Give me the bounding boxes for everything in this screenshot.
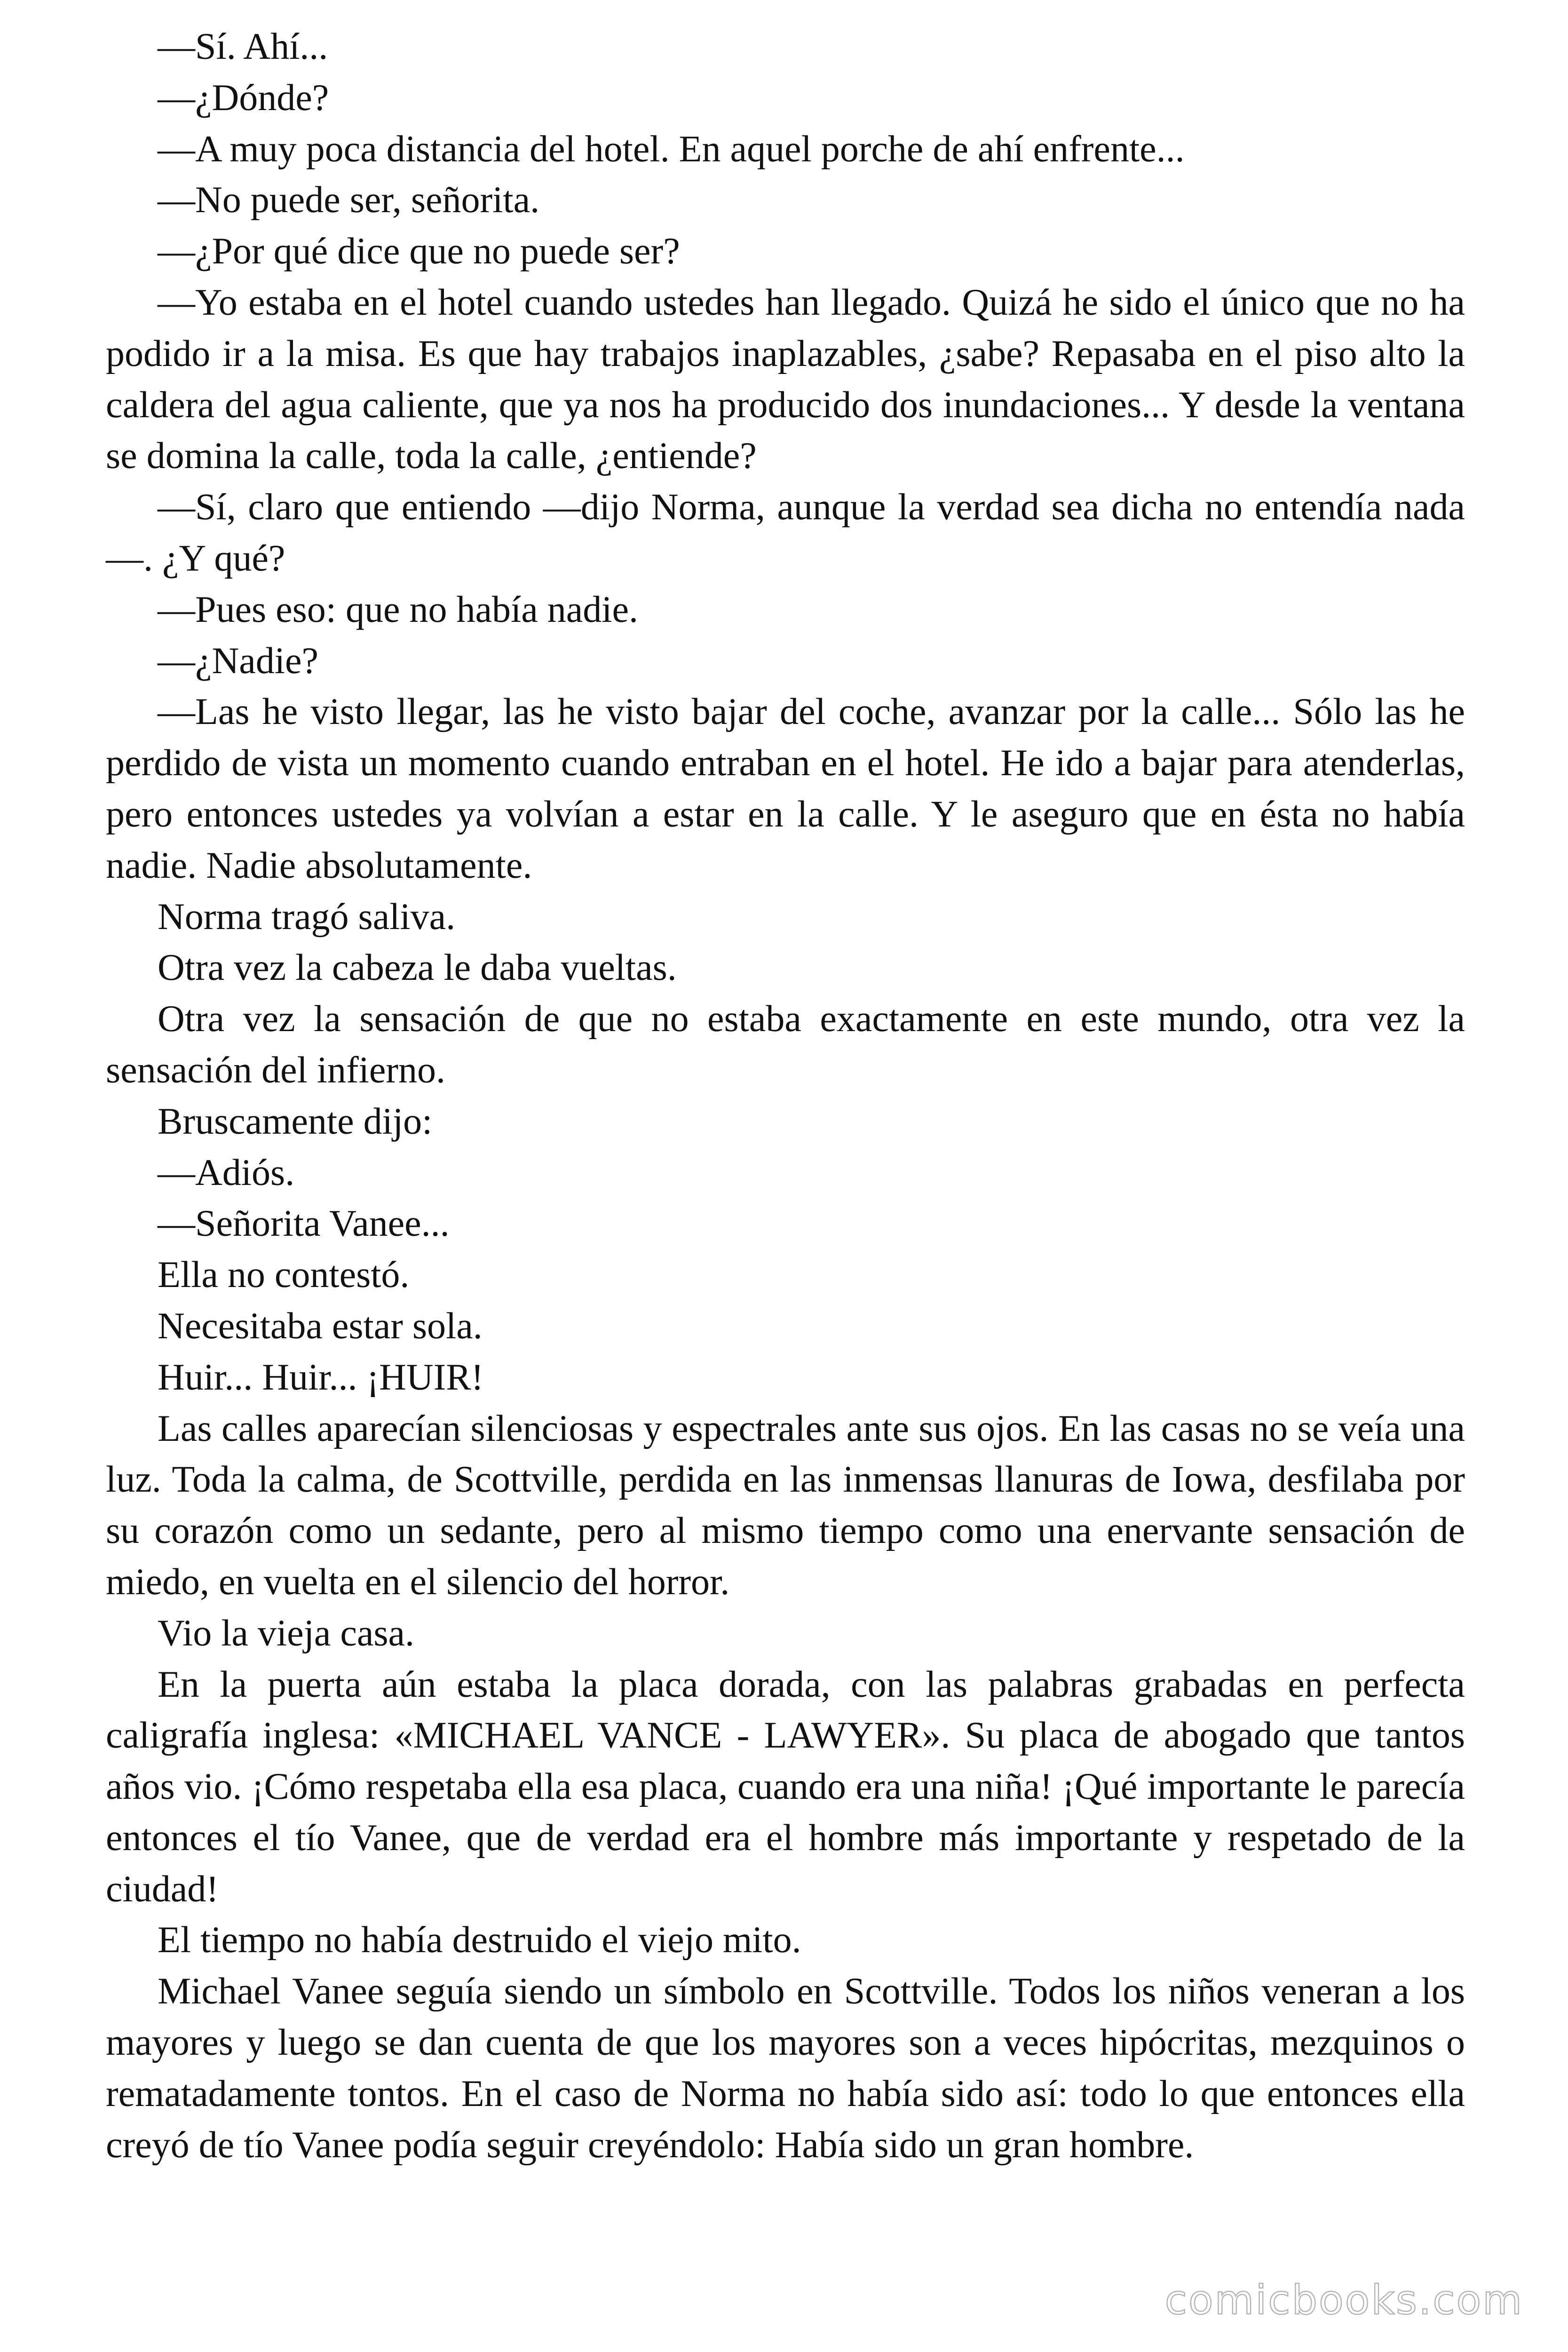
paragraph: —¿Dónde?: [158, 77, 329, 119]
paragraph: —Sí. Ahí...: [158, 26, 328, 67]
paragraph: Vio la vieja casa.: [158, 1612, 415, 1654]
paragraph: Otra vez la sensación de que no estaba exactamente en este mundo, otra vez la sensación del infierno.: [106, 998, 1465, 1091]
paragraph: —Pues eso: que no había nadie.: [158, 588, 638, 630]
body-text: [106, 21, 1465, 2170]
paragraph: —Yo estaba en el hotel cuando ustedes han llegado. Quizá he sido el único que no ha podido ir a la misa. Es que hay trabajos inaplazables, ¿sabe? Repasaba en el piso alto la caldera del agua caliente, que ya nos ha producido dos inundaciones... Y desde la ventana se domina la calle, toda la calle, ¿entiende?: [106, 281, 1465, 477]
paragraph: —¿Nadie?: [158, 640, 319, 682]
paragraph: —No puede ser, señorita.: [158, 179, 540, 221]
paragraph: Las calles aparecían silenciosas y espectrales ante sus ojos. En las casas no se veía una luz. Toda la calma, de Scottville, perdida en las inmensas llanuras de Iowa, desfilaba por su corazón como un sedante, pero al mismo tiempo como una enervante sensación de miedo, en vuelta en el silencio del horror.: [106, 1407, 1465, 1603]
paragraph: Norma tragó saliva.: [158, 896, 456, 938]
paragraph: —Las he visto llegar, las he visto bajar del coche, avanzar por la calle... Sólo las he perdido de vista un momento cuando entraban en el hotel. He ido a bajar para atenderlas, pero entonces ustedes ya volvían a estar en la calle. Y le aseguro que en ésta no había nadie. Nadie absolutamente.: [106, 691, 1465, 886]
paragraph: Ella no contestó.: [158, 1254, 410, 1296]
paragraph: Otra vez la cabeza le daba vueltas.: [158, 947, 677, 989]
paragraph: —¿Por qué dice que no puede ser?: [158, 230, 680, 272]
paragraph: —Sí, claro que entiendo —dijo Norma, aunque la verdad sea dicha no entendía nada—. ¿Y qué?: [106, 486, 1465, 579]
paragraph: Necesitaba estar sola.: [158, 1305, 483, 1347]
watermark: comicbooks.com: [1164, 2277, 1523, 2324]
paragraph: Michael Vanee seguía siendo un símbolo en Scottville. Todos los niños veneran a los mayores y luego se dan cuenta de que los mayores son a veces hipócritas, mezquinos o rematadamente tontos. En el caso de Norma no había sido así: todo lo que entonces ella creyó de tío Vanee podía seguir creyéndolo: Había sido un gran hombre.: [106, 1971, 1465, 2166]
paragraph: —Señorita Vanee...: [158, 1203, 450, 1245]
paragraph: Huir... Huir... ¡HUIR!: [158, 1356, 484, 1398]
paragraph: En la puerta aún estaba la placa dorada, con las palabras grabadas en perfecta caligrafía inglesa: «MICHAEL VANCE - LAWYER». Su placa de abogado que tantos años vio. ¡Cómo respetaba ella esa placa, cuando era una niña! ¡Qué importante le parecía entonces el tío Vanee, que de verdad era el hombre más importante y respetado de la ciudad!: [106, 1663, 1465, 1910]
paragraph: —Adiós.: [158, 1152, 295, 1193]
paragraph: Bruscamente dijo:: [158, 1100, 433, 1142]
paragraph: —A muy poca distancia del hotel. En aquel porche de ahí enfrente...: [158, 128, 1185, 170]
paragraph: El tiempo no había destruido el viejo mito.: [158, 1919, 801, 1961]
